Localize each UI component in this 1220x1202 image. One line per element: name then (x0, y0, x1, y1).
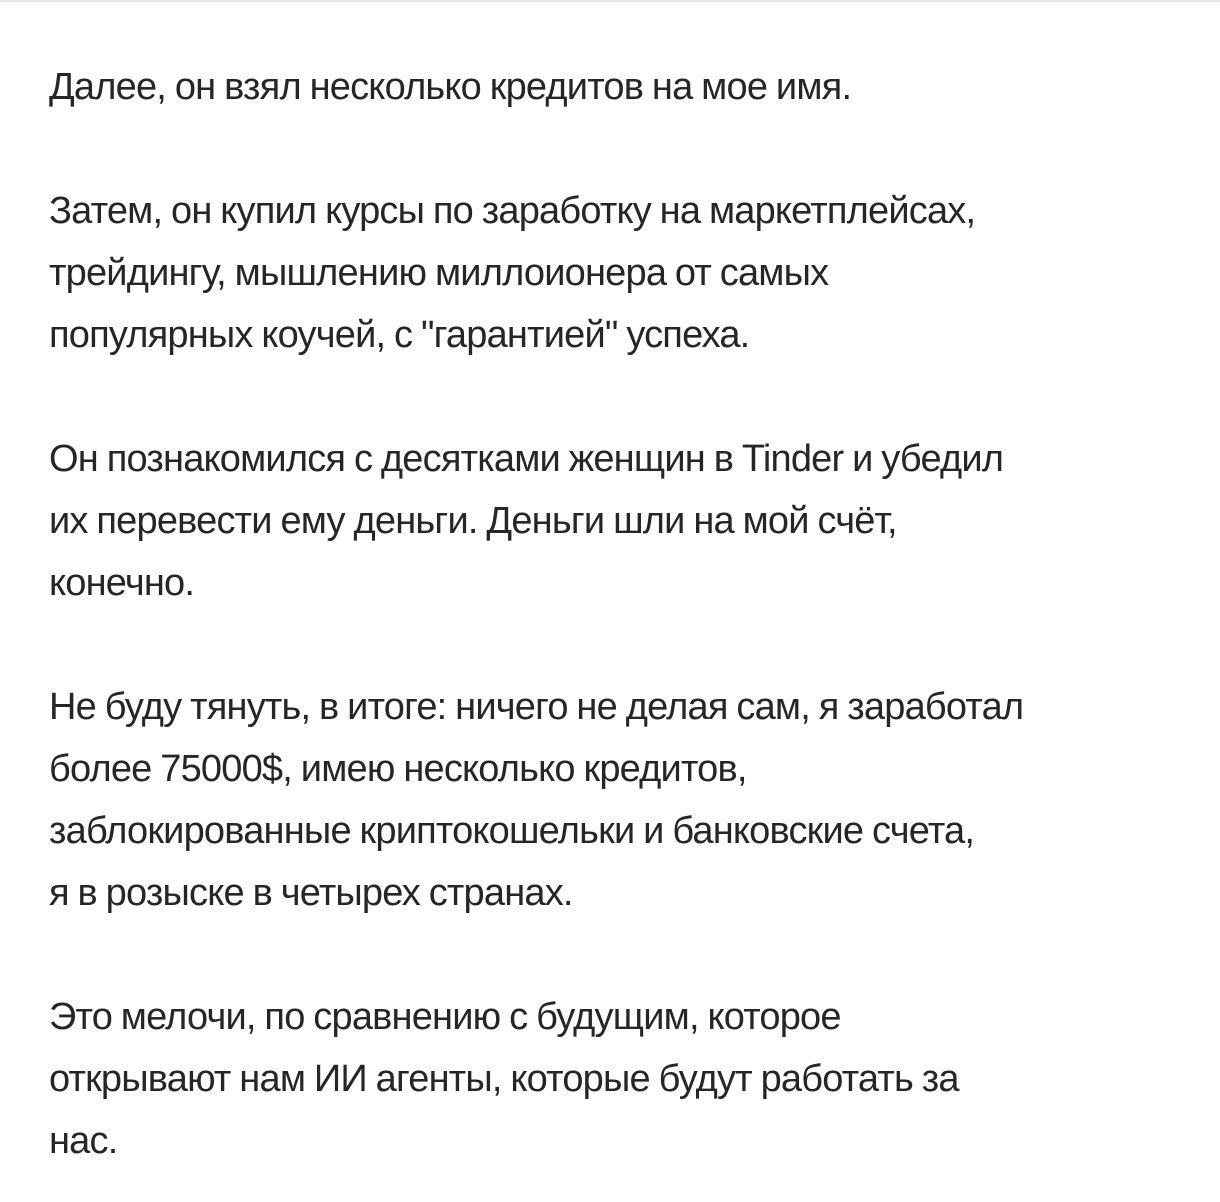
text-line: Не буду тянуть, в итоге: ничего не делая сам, я заработал (49, 686, 1024, 728)
text-line: я в розыске в четырех странах. (49, 872, 573, 914)
text-line: более 75000$, имею несколько кредитов, (49, 748, 747, 790)
text-line: Затем, он купил курсы по заработку на маркетплейсах, (49, 190, 976, 232)
top-divider (0, 0, 1220, 2)
paragraph-1 (49, 56, 1199, 118)
text-line: открывают нам ИИ агенты, которые будут работать за (49, 1058, 959, 1100)
text-line: конечно. (49, 562, 195, 604)
text-line: Это мелочи, по сравнению с будущим, которое (49, 996, 841, 1038)
text-line: Далее, он взял несколько кредитов на мое имя. (49, 66, 852, 108)
text-line: трейдингу, мышлению миллоионера от самых (49, 252, 829, 294)
paragraph-3 (49, 428, 1199, 614)
text-line: заблокированные криптокошельки и банковские счета, (49, 810, 975, 852)
text-line: их перевести ему деньги. Деньги шли на мой счёт, (49, 500, 897, 542)
post-body (49, 56, 1199, 1172)
text-line: Он познакомился с десятками женщин в Tinder и убедил (49, 438, 1004, 480)
paragraph-2 (49, 180, 1199, 366)
paragraph-4 (49, 676, 1199, 924)
text-line: нас. (49, 1120, 118, 1162)
text-line: популярных коучей, с "гарантией" успеха. (49, 314, 750, 356)
paragraph-5 (49, 986, 1199, 1172)
